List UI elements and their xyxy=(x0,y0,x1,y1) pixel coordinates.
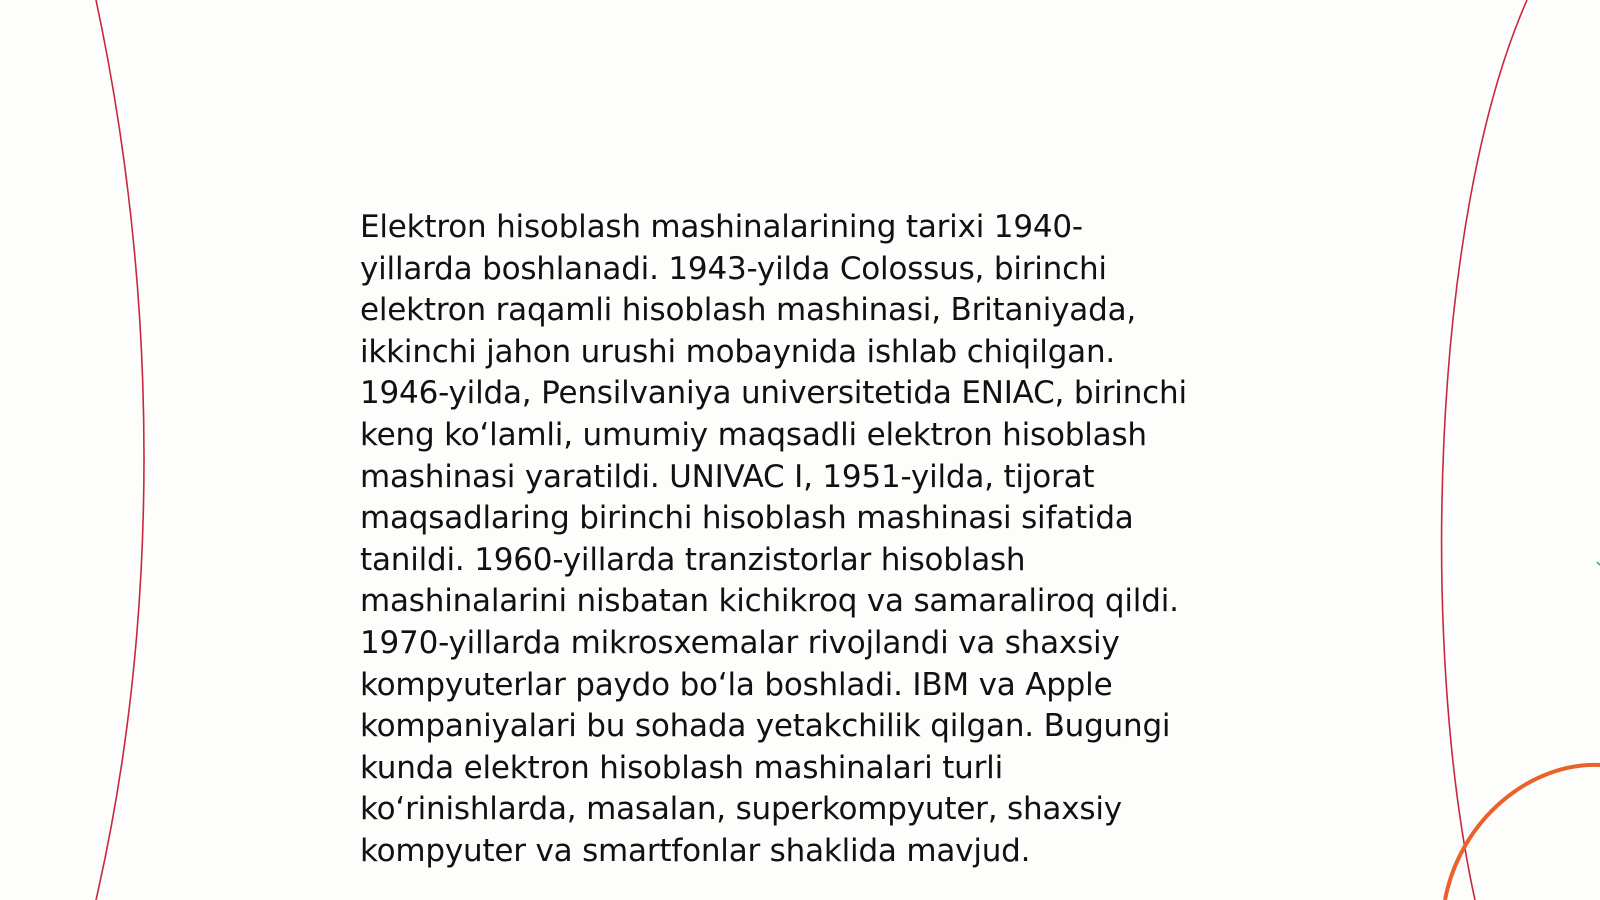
body-paragraph: Elektron hisoblash mashinalarining tarixi 1940- yillarda boshlanadi. 1943-yilda Colossus, birinchi elektron raqamli hisoblash mashinasi, Britaniyada, ikkinchi jahon urushi mobaynida ishlab chiqilgan. 1946-yilda, Pensilvaniya universitetida ENIAC, birinchi keng ko‘lamli, umumiy maqsadli elektron hisoblash mashinasi yaratildi. UNIVAC I, 1951-yilda, tijorat maqsadlaring birinchi hisoblash mashinasi sifatida tanildi. 1960-yillarda tranzistorlar hisoblash mashinalarini nisbatan kichikroq va samaraliroq qildi. 1970-yillarda mikrosxemalar rivojlandi va shaxsiy kompyuterlar paydo bo‘la boshladi. IBM va Apple kompaniyalari bu sohada yetakchilik qilgan. Bugungi kunda elektron hisoblash mashinalari turli ko‘rinishlarda, masalan, superkompyuter, shaxsiy kompyuter va smartfonlar shaklida mavjud. xyxy=(360,209,1187,869)
left-curve-line xyxy=(96,0,144,900)
orange-accent-arc xyxy=(1445,765,1600,900)
right-curve-line xyxy=(1442,0,1527,900)
